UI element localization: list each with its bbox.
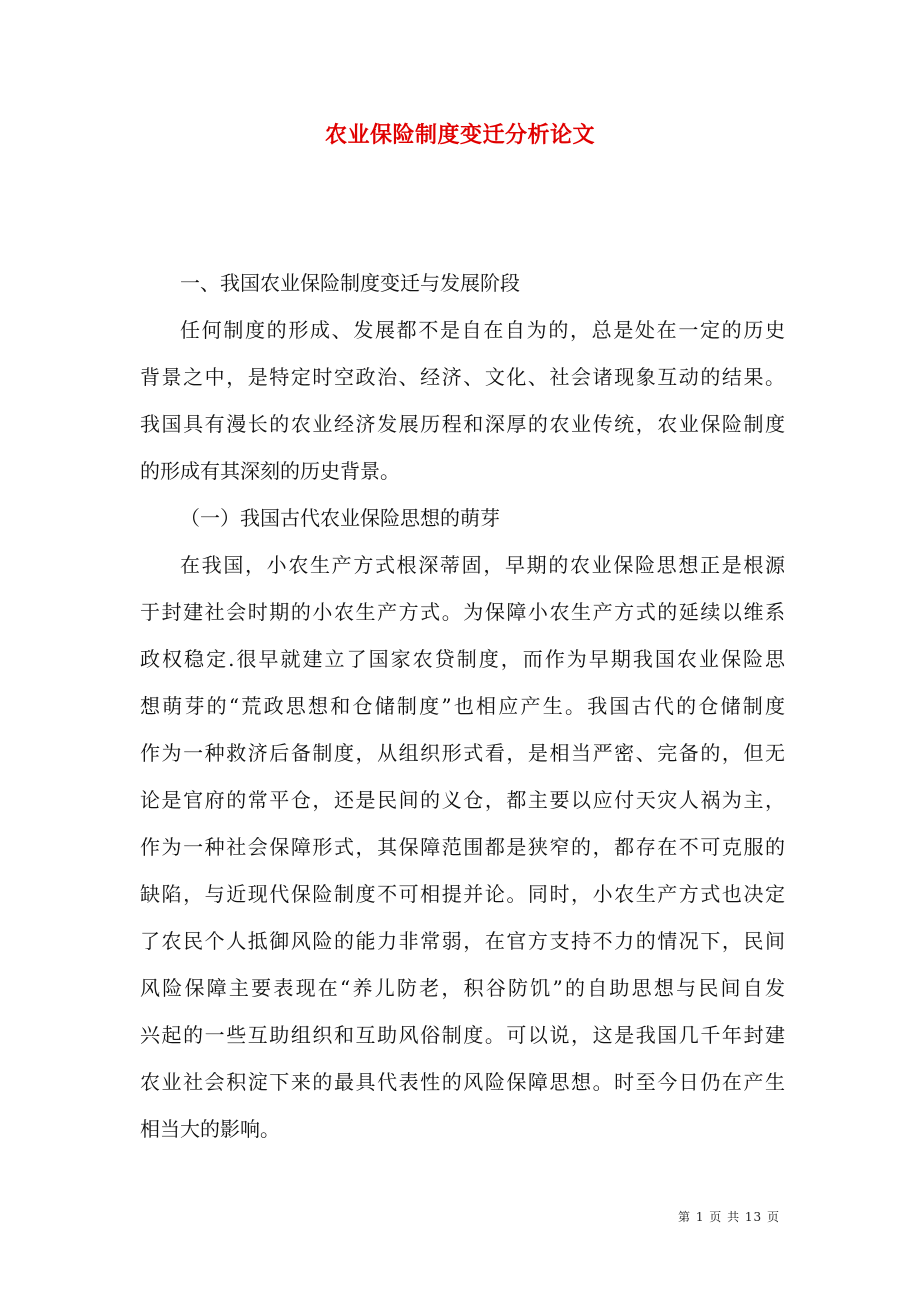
body-line: 政权稳定.很早就建立了国家农贷制度，而作为早期我国农业保险思 — [140, 647, 785, 671]
body-line: 于封建社会时期的小农生产方式。为保障小农生产方式的延续以维系 — [140, 600, 785, 624]
body-line: 缺陷，与近现代保险制度不可相提并论。同时，小农生产方式也决定 — [140, 882, 785, 906]
document-body — [140, 260, 785, 1153]
body-line: 在我国，小农生产方式根深蒂固，早期的农业保险思想正是根源 — [180, 553, 785, 577]
body-line: 相当大的影响。 — [140, 1117, 280, 1141]
document-title: 农业保险制度变迁分析论文 — [324, 122, 595, 148]
body-line: 风险保障主要表现在“养儿防老，积谷防饥”的自助思想与民间自发 — [140, 976, 785, 1000]
body-line: 论是官府的常平仓，还是民间的义仓，都主要以应付天灾人祸为主， — [140, 788, 785, 812]
body-line: 了农民个人抵御风险的能力非常弱，在官方支持不力的情况下，民间 — [140, 929, 785, 953]
body-line: 背景之中，是特定时空政治、经济、文化、社会诸现象互动的结果。 — [140, 365, 785, 389]
body-line: 兴起的一些互助组织和互助风俗制度。可以说，这是我国几千年封建 — [140, 1023, 785, 1047]
body-line: 农业社会积淀下来的最具代表性的风险保障思想。时至今日仍在产生 — [140, 1070, 785, 1094]
body-line: 的形成有其深刻的历史背景。 — [140, 459, 400, 483]
body-line: 作为一种社会保障形式，其保障范围都是狭窄的，都存在不可克服的 — [140, 835, 785, 859]
body-line: 任何制度的形成、发展都不是自在自为的，总是处在一定的历史 — [180, 318, 785, 342]
body-line: 想萌芽的“荒政思想和仓储制度”也相应产生。我国古代的仓储制度 — [140, 694, 785, 718]
body-line: 作为一种救济后备制度，从组织形式看，是相当严密、完备的，但无 — [140, 741, 785, 765]
section-heading: （一）我国古代农业保险思想的萌芽 — [180, 506, 500, 530]
page-number-footer: 第 1 页 共 13 页 — [678, 1210, 780, 1224]
body-line: 一、我国农业保险制度变迁与发展阶段 — [180, 271, 520, 295]
body-line: 我国具有漫长的农业经济发展历程和深厚的农业传统，农业保险制度 — [140, 412, 785, 436]
